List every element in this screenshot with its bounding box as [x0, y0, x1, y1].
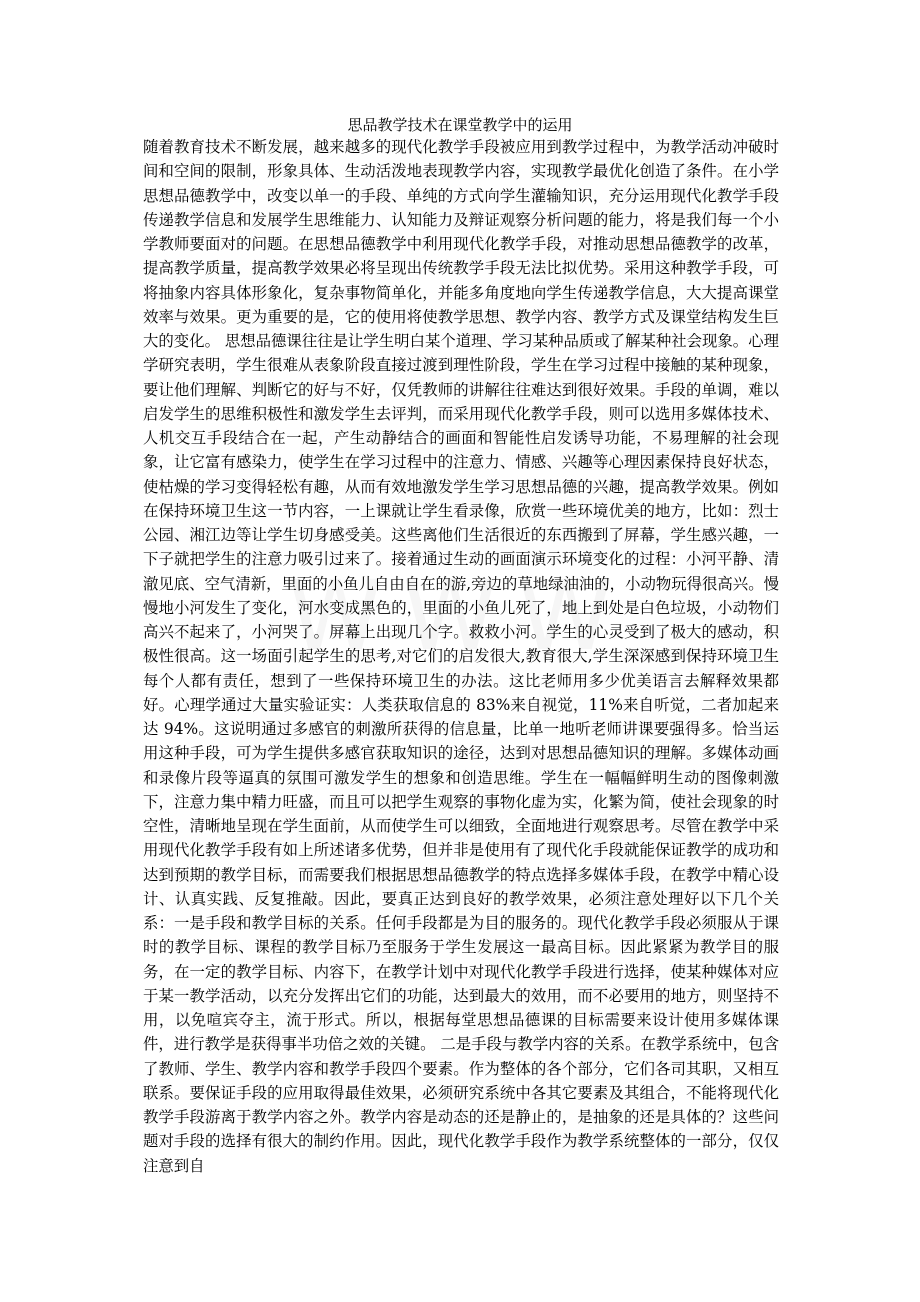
- document-body: 随着教育技术不断发展，越来越多的现代化教学手段被应用到教学过程中，为教学活动冲破时间和空间的限制，形象具体、生动活泼地表现教学内容，实现教学最优化创造了条件。在小学思想品德教学中，改变以单一的手段、单纯的方式向学生灌输知识，充分运用现代化教学手段传递教学信息和发展学生思维能力、认知能力及辩证观察分析问题的能力，将是我们每一个小学教师要面对的问题。在思想品德教学中利用现代化教学手段，对推动思想品德教学的改革，提高教学质量，提高教学效果必将呈现出传统教学手段无法比拟优势。采用这种教学手段，可将抽象内容具体形象化，复杂事物简单化，并能多角度地向学生传递教学信息，大大提高课堂效率与效果。更为重要的是，它的使用将使教学思想、教学内容、教学方式及课堂结构发生巨大的变化。 思想品德课往往是让学生明白某个道理、学习某种品质或了解某种社会现象。心理学研究表明，学生很难从表象阶段直接过渡到理性阶段，学生在学习过程中接触的某种现象，要让他们理解、判断它的好与不好，仅凭教师的讲解往往难达到很好效果。手段的单调，难以启发学生的思维积极性和激发学生去评判，而采用现代化教学手段，则可以选用多媒体技术、人机交互手段结合在一起，产生动静结合的画面和智能性启发诱导功能，不易理解的社会现象，让它富有感染力，使学生在学习过程中的注意力、情感、兴趣等心理因素保持良好状态，使枯燥的学习变得轻松有趣，从而有效地激发学生学习思想品德的兴趣，提高教学效果。例如在保持环境卫生这一节内容，一上课就让学生看录像，欣赏一些环境优美的地方，比如：烈士公园、湘江边等让学生切身感受美。这些离他们生活很近的东西搬到了屏幕，学生感兴趣，一下子就把学生的注意力吸引过来了。接着通过生动的画面演示环境变化的过程：小河平静、清澈见底、空气清新，里面的小鱼儿自由自在的游,旁边的草地绿油油的，小动物玩得很高兴。慢慢地小河发生了变化，河水变成黑色的，里面的小鱼儿死了，地上到处是白色垃圾，小动物们高兴不起来了，小河哭了。屏幕上出现几个字。救救小河。学生的心灵受到了极大的感动，积极性很高。这一场面引起学生的思考,对它们的启发很大,教育很大,学生深深感到保持环境卫生每个人都有责任，想到了一些保持环境卫生的办法。这比老师用多少优美语言去解释效果都好。心理学通过大量实验证实：人类获取信息的 83%来自视觉，11%来自听觉，二者加起来达 94%。这说明通过多感官的刺激所获得的信息量，比单一地听老师讲课要强得多。恰当运用这种手段，可为学生提供多感官获取知识的途径，达到对思想品德知识的理解。多媒体动画和录像片段等逼真的氛围可激发学生的想象和创造思维。学生在一幅幅鲜明生动的图像刺激下，注意力集中精力旺盛，而且可以把学生观察的事物化虚为实，化繁为简，使社会现象的时空性，清晰地呈现在学生面前，从而使学生可以细致，全面地进行观察思考。尽管在教学中采用现代化教学手段有如上所述诸多优势，但并非是使用有了现代化手段就能保证教学的成功和达到预期的教学目标，而需要我们根据思想品德教学的特点选择多媒体手段，在教学中精心设计、认真实践、反复推敲。因此，要真正达到良好的教学效果，必须注意处理好以下几个关系：一是手段和教学目标的关系。任何手段都是为目的服务的。现代化教学手段必须服从于课时的教学目标、课程的教学目标乃至服务于学生发展这一最高目标。因此紧紧为教学目的服务，在一定的教学目标、内容下，在教学计划中对现代化教学手段进行选择，使某种媒体对应于某一教学活动，以充分发挥出它们的功能，达到最大的效用，而不必要用的地方，则坚持不用，以免喧宾夺主，流于形式。所以，根据每堂思想品德课的目标需要来设计使用多媒体课件，进行教学是获得事半功倍之效的关键。 二是手段与教学内容的关系。在教学系统中，包含了教师、学生、教学内容和教学手段四个要素。作为整体的各个部分，它们各司其职，又相互联系。要保证手段的应用取得最佳效果，必须研究系统中各其它要素及其组合，不能将现代化教学手段游离于教学内容之外。教学内容是动态的还是静止的，是抽象的还是具体的？这些问题对手段的选择有很大的制约作用。因此，现代化教学手段作为教学系统整体的一部分，仅仅注意到自: [143, 138, 779, 1175]
- document-title: 思品教学技术在课堂教学中的运用: [347, 116, 573, 134]
